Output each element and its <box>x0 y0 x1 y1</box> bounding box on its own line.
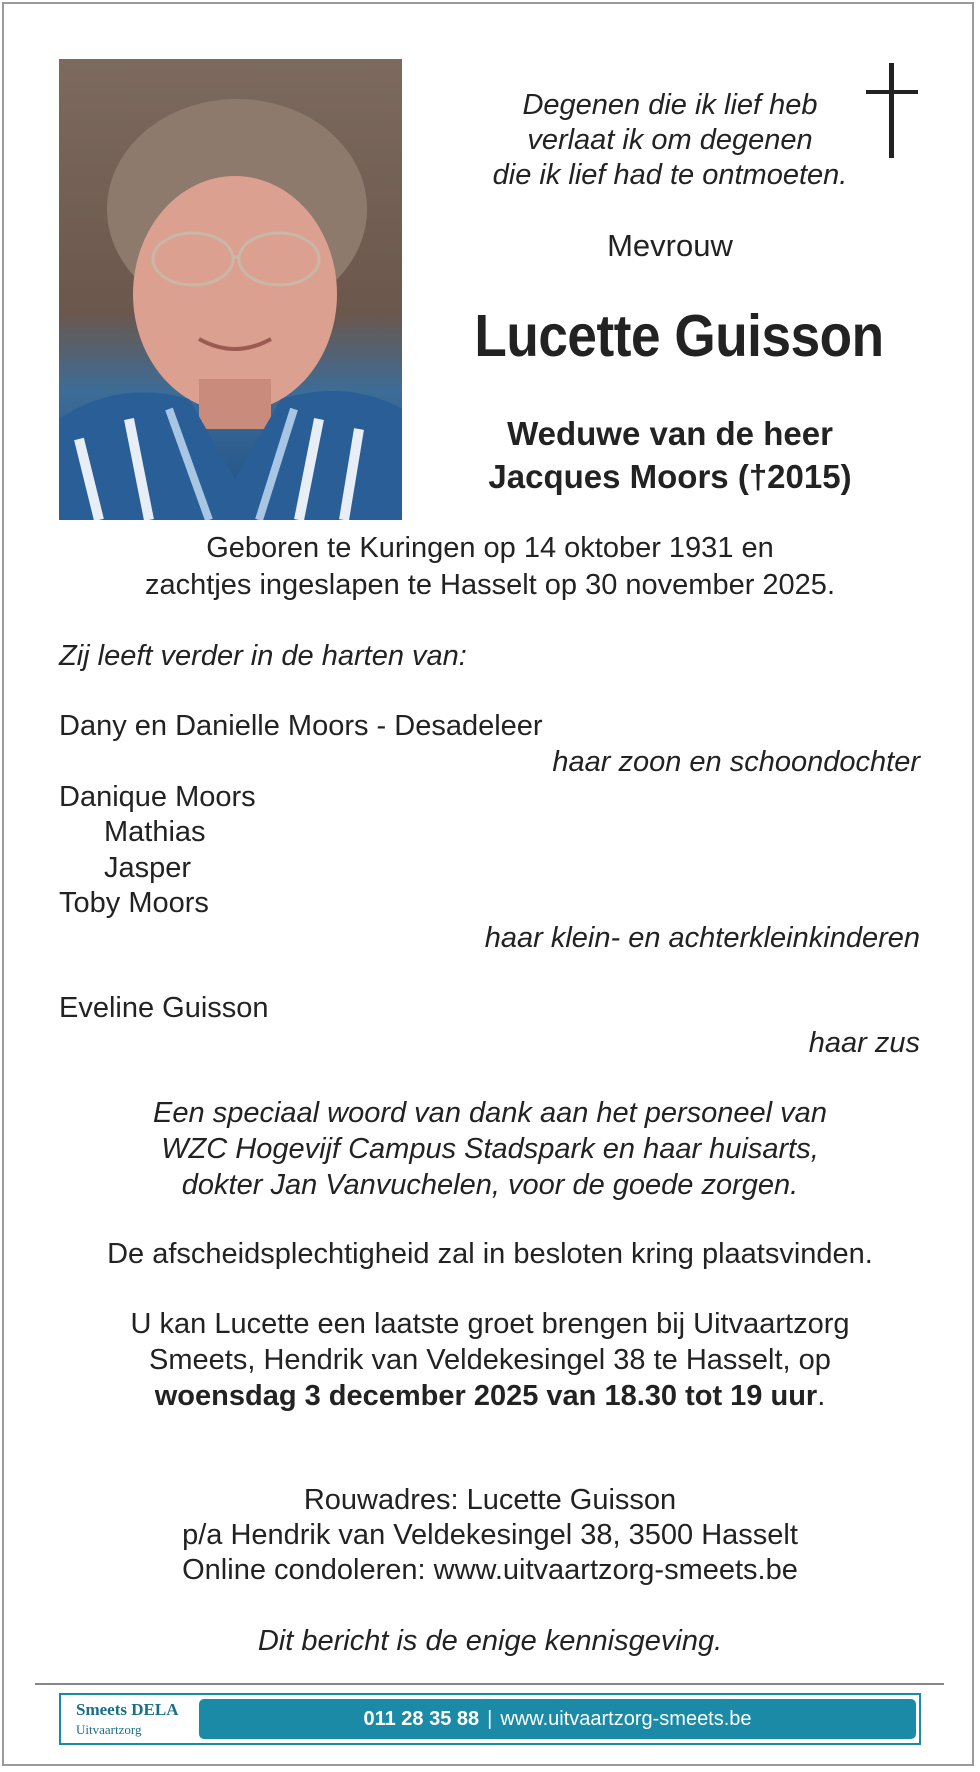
family-grandchild: Danique Moors <box>59 781 256 813</box>
heart-intro: Zij leeft verder in de harten van: <box>59 640 467 672</box>
ceremony-notice: De afscheidsplechtigheid zal in besloten kring plaatsvinden. <box>107 1238 873 1270</box>
brand-logo-sub: Uitvaartzorg <box>76 1722 142 1737</box>
family-great-grandchild: Mathias <box>104 816 206 848</box>
divider <box>35 1683 944 1685</box>
condolence-link[interactable]: Online condoleren: www.uitvaartzorg-smeets.be <box>182 1554 798 1586</box>
mourning-address: Rouwadres: Lucette Guisson p/a Hendrik van Veldekesingel 38, 3500 Hasselt Online condoleren: www.uitvaartzorg-smeets.be <box>60 1483 920 1588</box>
separator: | <box>487 1707 493 1730</box>
family-sister-relation: haar zus <box>808 1027 920 1059</box>
family-sister: Eveline Guisson <box>59 992 269 1024</box>
motto-quote: Degenen die ik lief heb verlaat ik om degenen die ik lief had te ontmoeten. <box>492 89 848 191</box>
family-great-grandchild: Jasper <box>104 852 192 884</box>
birth-death-dates: Geboren te Kuringen op 14 oktober 1931 en zachtjes ingeslapen te Hasselt op 30 november 2025. <box>145 532 835 601</box>
honorific: Mevrouw <box>607 228 733 263</box>
brand-logo: Smeets DELA <box>76 1700 179 1719</box>
visitation-info: U kan Lucette een laatste groet brengen bij Uitvaartzorg Smeets, Hendrik van Veldekesingel 38 te Hasselt, op woensdag 3 december 2025 van 18.30 tot 19 uur. <box>130 1308 850 1412</box>
funeral-home-footer <box>59 1693 921 1745</box>
family-son-relation: haar zoon en schoondochter <box>552 746 920 778</box>
family-grand-relation: haar klein- en achterkleinkinderen <box>484 922 920 954</box>
family-son: Dany en Danielle Moors - Desadeleer <box>59 710 543 742</box>
phone-number[interactable]: 011 28 35 88 <box>363 1707 480 1730</box>
deceased-name: Lucette Guisson <box>474 303 884 369</box>
contact-bar <box>199 1699 916 1739</box>
family-grandchild: Toby Moors <box>59 887 209 919</box>
website-link[interactable]: www.uitvaartzorg-smeets.be <box>500 1707 752 1730</box>
portrait-photo <box>59 59 402 520</box>
visitation-datetime: woensdag 3 december 2025 van 18.30 tot 19 uur <box>154 1380 818 1412</box>
thanks-message: Een speciaal woord van dank aan het personeel van WZC Hogevijf Campus Stadspark en haar huisarts, dokter Jan Vanvuchelen, voor de goede zorgen. <box>153 1097 827 1201</box>
widow-of: Weduwe van de heer Jacques Moors (†2015) <box>488 415 852 495</box>
sole-notice: Dit bericht is de enige kennisgeving. <box>257 1625 723 1657</box>
